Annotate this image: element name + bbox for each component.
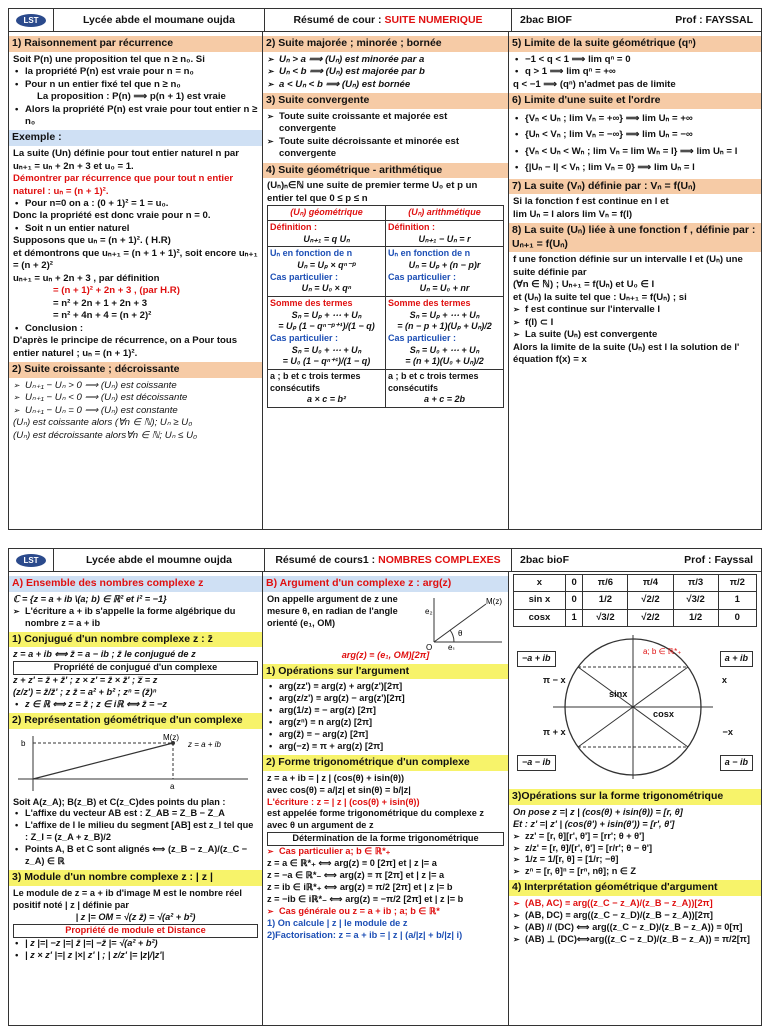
section-title: 2) Suite croissante ; décroissante: [9, 362, 262, 378]
table-row: [514, 575, 757, 592]
table-row: [514, 609, 757, 626]
cell-formula: a + c = 2b: [423, 394, 466, 405]
table-cell: π/2: [718, 575, 756, 592]
section-title: 6) Limite d'une suite et l'ordre: [509, 93, 761, 109]
prof-label: Prof : Fayssal: [684, 554, 753, 566]
table-cell: 1: [718, 592, 756, 609]
point-label: a + ib: [720, 651, 753, 667]
bullet: • arg(zⁿ) ≡ n arg(z) [2π]: [267, 717, 504, 729]
table-cell: π/6: [583, 575, 628, 592]
bullet: • Pour n=0 on a : (0 + 1)² = 1 = u₀.: [13, 198, 258, 210]
text-line: lim Uₙ = l alors lim Vₙ = f(l): [513, 208, 633, 220]
logo-badge: LST: [16, 14, 46, 27]
vector-om: [33, 743, 173, 779]
bullet: • | z |=| −z |=| z̄ |=| −z̄ |= √(a² + b²): [13, 938, 258, 950]
cell-formula: Uₙ = U₀ × qⁿ: [301, 283, 352, 294]
arrow-item: ➢ (AB, AC) ≡ arg((z_C − z_A)/(z_B − z_A))[2π]: [513, 898, 757, 910]
title-topic: SUITE NUMERIQUE: [384, 14, 483, 26]
ray-x: [633, 667, 688, 707]
bullet: • L'affixe de I le milieu du segment [AB] est z_I tel que : Z_I = (z_A + z_B)/2: [13, 820, 258, 844]
bullet: • Conclusion :: [13, 323, 258, 335]
column-1: [9, 32, 263, 529]
sheet-header: [9, 9, 761, 32]
cell-formula: = Uₚ (1 − qⁿ⁻ᵖ⁺¹)/(1 − q): [278, 321, 375, 332]
table-cell: cosx: [514, 609, 566, 626]
axis-label: cosx: [653, 709, 674, 720]
cell-label: Uₙ en fonction de n: [270, 248, 353, 259]
table-header: (Uₙ) arithmétique: [386, 206, 504, 221]
logo-badge: LST: [16, 554, 46, 567]
cell-label: Cas particulier :: [270, 333, 339, 344]
text-line: q < −1 ⟹ (qⁿ) n'admet pas de limite: [513, 78, 676, 90]
text-line: uₙ₊₁ = uₙ + 2n + 3 , par définition: [13, 272, 160, 284]
bullet: • arg(−z) ≡ π + arg(z) [2π]: [267, 741, 504, 753]
section-title: 3)Opérations sur la forme trigonométrique: [509, 789, 761, 805]
label-e1: e₁: [448, 642, 456, 650]
column-3: [509, 572, 761, 1025]
text-line: La proposition : P(n) ⟹ p(n + 1) est vraie: [37, 91, 226, 103]
cell-label: Définition :: [270, 221, 317, 232]
cell-formula: a × c = b²: [306, 394, 347, 405]
cell-label: a ; b et c trois termes consécutifs: [270, 371, 361, 393]
note-label: a; b ∈ ℝ*₊: [643, 647, 682, 657]
text-line: (Uₙ) est décroissante alors∀n ∈ ℕ; Uₙ ≤ U₀: [13, 429, 198, 441]
table-cell: 1/2: [583, 592, 628, 609]
section-title: 2) Représentation géométrique d'un complexe: [9, 713, 262, 729]
arrow-item: ➢ zz' = [r, θ][r', θ'] = [rr'; θ + θ']: [513, 831, 757, 843]
text-line: Donc la propriété est donc vraie pour n = 0.: [13, 210, 211, 222]
school-name: Lycée abde el moumane oujda: [54, 9, 265, 31]
section-title: 2) Forme trigonométrique d'un complexe: [263, 755, 508, 771]
class-prof: [512, 549, 761, 571]
school-name: Lycée abde el moumne oujda: [54, 549, 265, 571]
arrow-item: ➢ Uₙ₊₁ − Uₙ > 0 ⟹ (Uₙ) est coissante: [13, 380, 258, 392]
text-line: z = a + ib ⟺ z̄ = a − ib ; z̄ le conjugué de z: [13, 649, 196, 660]
argument-figure: [424, 594, 504, 650]
text-line: et (Uₙ) la suite tel que : Uₙ₊₁ = f(Uₙ) ; si: [513, 291, 687, 303]
formula-line: arg(z) ≡ (e₁, OM)[2π]: [341, 649, 430, 660]
cell-formula: = (n + 1)(U₀ + Uₙ)/2: [405, 356, 484, 367]
arrow-item: ➢ a < Uₙ < b ⟹ (Uₙ) est bornée: [267, 79, 504, 91]
arrow-item: ➢ Uₙ₊₁ − Uₙ = 0 ⟹ (Uₙ) est constante: [13, 405, 258, 417]
point-label: a − ib: [720, 755, 753, 771]
cell-label: Cas particulier :: [388, 271, 457, 282]
text-line: 2)Factorisation: z = a + ib = | z | (a/|z| + b/|z| i): [267, 929, 463, 940]
cell-label: Définition :: [388, 221, 435, 232]
table-cell: π/4: [628, 575, 673, 592]
table-row: [514, 592, 757, 609]
table-cell: √3/2: [583, 609, 628, 626]
ray-pi-plus-x: [578, 707, 633, 747]
title-prefix: Résumé de cour :: [293, 14, 382, 26]
point-label: −a − ib: [517, 755, 556, 771]
sheet-header: [9, 549, 761, 572]
school-logo: [9, 549, 54, 571]
section-title: 4) Interprétation géométrique d'argument: [509, 880, 761, 896]
text-line: z + z' = z̄ + z̄' ; z × z' = z̄ × z̄' ; z̿ = z: [13, 675, 158, 686]
table-cell: 0: [718, 609, 756, 626]
title-prefix: Résumé de cours1 :: [275, 554, 376, 566]
arrow-item: ➢ f est continue sur l'intervalle I: [513, 304, 757, 316]
bullet: • {Vₙ < Uₙ ; lim Vₙ = +∞} ⟹ lim Uₙ = +∞: [513, 113, 757, 125]
summary-sheet-sequences: [8, 8, 762, 530]
table-cell: π/3: [673, 575, 718, 592]
bullet: • {Vₙ < Uₙ < Wₙ ; lim Vₙ = lim Wₙ = l} ⟹ lim Uₙ = l: [513, 146, 757, 158]
section-title: B) Argument d'un complexe z : arg(z): [263, 576, 508, 592]
bullet: • Alors la propriété P(n) est vraie pour tout entier n ≥ n₀: [13, 104, 258, 129]
arrow-item: ➢ (AB, DC) ≡ arg((z_C − z_D)/(z_B − z_A))[2π]: [513, 910, 757, 922]
summary-sheet-complex-numbers: [8, 548, 762, 1026]
label-m: M(z): [486, 596, 502, 606]
table-cell: √2/2: [628, 609, 673, 626]
arrow-item: ➢ Uₙ > a ⟹ (Uₙ) est minorée par a: [267, 54, 504, 66]
text-line: et démontrons que uₙ₊₁ = (n + 1 + 1)², soit encore uₙ₊₁ = (n + 2)²: [13, 247, 258, 272]
point-label: −a + ib: [517, 651, 556, 667]
angle-label: π + x: [543, 727, 566, 738]
bullet: • | z × z' |=| z |×| z' | ; | z/z' |= |z|/|z'|: [13, 950, 258, 962]
text-line: La suite (Un) définie pour tout entier naturel n par uₙ₊₁ = uₙ + 2n + 3 et u₀ = 1.: [13, 148, 239, 172]
section-title: A) Ensemble des nombres complexe z: [9, 576, 262, 592]
text-line: Et : z' =| z' | (cos(θ') + isin(θ')) = [r', θ']: [513, 818, 675, 829]
arrow-item: ➢ Cas générale ou z = a + ib ; a; b ∈ ℝ*: [267, 906, 504, 918]
label-b: b: [21, 738, 26, 748]
bullet: • la propriété P(n) est vraie pour n = n₀: [13, 66, 258, 78]
column-2: [263, 572, 509, 1025]
angle-arc: [450, 630, 454, 642]
trig-circle-figure: [513, 627, 757, 787]
cell-formula: Uₙ = Uₚ + (n − p)r: [408, 259, 481, 270]
text-line: Si la fonction f est continue en l et: [513, 196, 669, 208]
cell-label: a ; b et c trois termes consécutifs: [388, 371, 479, 393]
text-line: z = −ib ∈ iℝ*₋ ⟺ arg(z) ≡ −π/2 [2π] et | z |= b: [267, 894, 464, 905]
bullet: • arg(zz') ≡ arg(z) + arg(z')[2π]: [267, 681, 504, 693]
text-line: = n² + 4n + 4 = (n + 2)²: [53, 310, 152, 322]
text-line: Le module de z = a + ib d'image M est le nombre réel positif noté | z | définie par: [13, 887, 242, 910]
text-line: est appelée forme trigonométrique du complexe z avec θ un argument de z: [267, 808, 484, 831]
cell-formula: = (n − p + 1)(Uₚ + Uₙ)/2: [397, 321, 492, 332]
cell-label: Somme des termes: [388, 297, 471, 308]
text-line: D'après le principe de récurrence, on a Pour tous entier naturel ; uₙ = (n + 1)².: [13, 335, 238, 359]
angle-label: −x: [722, 727, 733, 738]
sheet-title: [265, 9, 512, 31]
text-line: z = a + ib = | z | (cos(θ) + isin(θ)): [267, 772, 405, 783]
arrow-item: ➢ zⁿ = [r, θ]ⁿ = [rⁿ, nθ]; n ∈ Z: [513, 866, 757, 878]
arrow-item: ➢ L'écriture a + ib s'appelle la forme algébrique du nombre z = a + ib: [13, 606, 258, 630]
section-title: 5) Limite de la suite géométrique (qⁿ): [509, 36, 761, 52]
label-o: O: [426, 642, 433, 650]
text-line: avec cos(θ) = a/|z| et sin(θ) = b/|z|: [267, 784, 411, 795]
trig-values-table: [513, 574, 757, 627]
cell-formula: Sₙ = U₀ + ⋯ + Uₙ: [409, 344, 480, 355]
text-line: (Uₙ)ₙ∈ℕ une suite de premier terme U₀ et p un entier tel que 0 ≤ p ≤ n: [267, 180, 478, 204]
label-theta: θ: [458, 628, 463, 638]
text-line: Soit A(z_A); B(z_B) et C(z_C)des points du plan :: [13, 796, 226, 807]
arrow-item: ➢ (AB) ⊥ (DC)⟺arg((z_C − z_D)/(z_B − z_A)) ≡ π/2[π]: [513, 934, 757, 946]
arrow-item: ➢ f(I) ⊂ I: [513, 317, 757, 329]
complex-plane-figure: [13, 731, 253, 793]
cell-formula: Sₙ = U₀ + ⋯ + Uₙ: [291, 344, 362, 355]
argument-block: [267, 594, 504, 650]
arrow-item: ➢ z/z' = [r, θ]/[r', θ'] = [r/r'; θ − θ']: [513, 843, 757, 855]
text-line: z = a ∈ ℝ*₊ ⟺ arg(z) ≡ 0 [2π] et | z |= a: [267, 858, 437, 869]
class-label: 2bac bioF: [520, 554, 570, 566]
table-cell: √2/2: [628, 592, 673, 609]
label-z: z = a + ib: [188, 739, 221, 749]
table-cell: 1: [565, 609, 582, 626]
table-cell: 1/2: [673, 609, 718, 626]
arrow-item: ➢ Toute suite croissante et majorée est convergente: [267, 111, 504, 136]
cell-formula: Sₙ = Uₚ + ⋯ + Uₙ: [291, 309, 362, 320]
cell-formula: Uₙ = Uₚ × qⁿ⁻ᵖ: [297, 259, 356, 270]
sheet-title: [265, 549, 512, 571]
cell-label: Cas particulier :: [388, 333, 457, 344]
class-label: 2bac BIOF: [520, 14, 572, 26]
label-m: M(z): [163, 732, 179, 742]
cell-label: Cas particulier :: [270, 271, 339, 282]
cell-formula: Sₙ = Uₚ + ⋯ + Uₙ: [409, 309, 480, 320]
bullet: • arg(z/z') ≡ arg(z) − arg(z')[2π]: [267, 693, 504, 705]
section-title: 4) Suite géométrique - arithmétique: [263, 163, 508, 179]
section-title: 1) Raisonnement par récurrence: [9, 36, 262, 52]
table-cell: x: [514, 575, 566, 592]
table-cell: sin x: [514, 592, 566, 609]
text-line: L'écriture : z = | z | (cos(θ) + isin(θ)): [267, 796, 420, 807]
cell-formula: Uₙ₊₁ − Uₙ = r: [418, 233, 471, 244]
label-a: a: [170, 781, 175, 791]
axis-label: sinx: [609, 689, 628, 700]
text-line: = n² + 2n + 1 + 2n + 3: [53, 297, 148, 309]
bullet: • arg(z̄) ≡ − arg(z) [2π]: [267, 729, 504, 741]
table-cell: 0: [565, 575, 582, 592]
arrow-item: ➢ 1/z = 1/[r, θ] = [1/r; −θ]: [513, 854, 757, 866]
bullet: • Points A, B et C sont alignés ⟺ (z_B − z_A)/(z_C − z_A) ∈ ℝ: [13, 844, 258, 868]
bullet: • Soit n un entier naturel: [13, 223, 258, 235]
cell-formula: Uₙ₊₁ = q Uₙ: [303, 233, 350, 244]
arrow-item: ➢ Cas particulier a; b ∈ ℝ*₊: [267, 846, 504, 858]
label-e2: e₂: [425, 606, 433, 616]
text-line: Soit P(n) une proposition tel que n ≥ n₀. Si: [13, 53, 205, 65]
table-cell: √3/2: [673, 592, 718, 609]
bullet: • L'affixe du vecteur AB est : Z_AB = Z_B − Z_A: [13, 808, 258, 820]
text-line: = (n + 1)² + 2n + 3 , (par H.R): [53, 285, 180, 297]
section-title: 7) La suite (Vₙ) définie par : Vₙ = f(Uₙ): [509, 179, 761, 195]
text-line: z = −a ∈ ℝ*₋ ⟺ arg(z) ≡ π [2π] et | z |= a: [267, 870, 445, 881]
bullet: • {Uₙ < Vₙ ; lim Vₙ = −∞} ⟹ lim Uₙ = −∞: [513, 129, 757, 141]
section-title: 8) La suite (Uₙ) liée à une fonction f , définie par : Uₙ₊₁ = f(Uₙ): [509, 223, 761, 252]
cell-formula: Uₙ = U₀ + nr: [419, 283, 470, 294]
example-title: Exemple :: [9, 130, 262, 146]
text-line: Alors la limite de la suite (Uₙ) est l la solution de l' équation f(x) = x: [513, 341, 740, 366]
text-line: On pose z =| z | (cos(θ) + isin(θ)) = [r, θ]: [513, 806, 683, 817]
bullet: • Pour n un entier fixé tel que n ≥ n₀: [13, 79, 258, 91]
section-title: 3) Module d'un nombre complexe z : | z |: [9, 870, 262, 886]
sequence-table: [267, 205, 504, 408]
class-prof: [512, 9, 761, 31]
text-line: (Uₙ) est coissante alors (∀n ∈ ℕ); Uₙ ≥ U₀: [13, 417, 193, 429]
bullet: • −1 < q < 1 ⟹ lim qⁿ = 0: [513, 54, 757, 66]
property-title: Propriété de module et Distance: [13, 924, 258, 938]
text-line: f une fonction définie sur un intervalle I et (Uₙ) une suite définie par: [513, 254, 743, 278]
cell-label: Somme des termes: [270, 297, 353, 308]
property-title: Propriété de conjugué d'un complexe: [13, 661, 258, 675]
text-line: Démontrer par récurrence que pour tout n entier naturel : uₙ = (n + 1)².: [13, 173, 234, 197]
title-topic: NOMBRES COMPLEXES: [378, 554, 501, 566]
prof-label: Prof : FAYSSAL: [675, 14, 753, 26]
section-title: 2) Suite majorée ; minorée ; bornée: [263, 36, 508, 52]
ray-pi-minus-x: [578, 667, 633, 707]
angle-label: π − x: [543, 675, 566, 686]
bullet: • q > 1 ⟹ lim qⁿ = +∞: [513, 66, 757, 78]
cell-label: Uₙ en fonction de n: [388, 248, 471, 259]
text-line: (∀n ∈ ℕ) ; Uₙ₊₁ = f(Uₙ) et U₀ ∈ I: [513, 279, 655, 291]
cell-formula: = U₀ (1 − qⁿ⁺¹)/(1 − q): [282, 356, 371, 367]
bullet: • arg(1/z) ≡ − arg(z) [2π]: [267, 705, 504, 717]
column-3: [509, 32, 761, 529]
section-title: 1) Opérations sur l'argument: [263, 664, 508, 680]
text-line: On appelle argument de z une mesure θ, en radian de l'angle orienté (e₁, OM): [267, 593, 398, 628]
bullet: • {|Uₙ − l| < Vₙ ; lim Vₙ = 0} ⟹ lim Uₙ = l: [513, 162, 757, 174]
table-header: (Uₙ) géométrique: [268, 206, 386, 221]
text-line: Supposons que uₙ = (n + 1)². ( H.R): [13, 235, 171, 247]
arrow-item: ➢ (AB) // (DC) ⟺ arg((z_C − z_D)/(z_B − z_A)) ≡ 0[π]: [513, 922, 757, 934]
arrow-item: ➢ Toute suite décroissante et minorée est convergente: [267, 136, 504, 161]
arrow-item: ➢ Uₙ₊₁ − Uₙ < 0 ⟹ (Uₙ) est décoissante: [13, 392, 258, 404]
bullet: • z ∈ ℝ ⟺ z = z̄ ; z ∈ iℝ ⟺ z̄ = −z: [13, 699, 258, 711]
school-logo: [9, 9, 54, 31]
arrow-item: ➢ Uₙ < b ⟹ (Uₙ) est majorée par b: [267, 66, 504, 78]
formula-line: | z |= OM = √(z z̄) = √(a² + b²): [75, 911, 196, 922]
table-cell: 0: [565, 592, 582, 609]
text-line: ℂ = {z = a + ib \(a; b) ∈ ℝ² et i² = −1}: [13, 593, 167, 604]
text-line: (z/z') = z̄/z̄' ; z z̄ = a² + b² ; zⁿ = (z̄)ⁿ: [13, 687, 157, 697]
section-title: 1) Conjugué d'un nombre complexe z : z̄: [9, 632, 262, 648]
column-2: [263, 32, 509, 529]
section-title: 3) Suite convergente: [263, 93, 508, 109]
text-line: z = ib ∈ iℝ*₊ ⟺ arg(z) ≡ π/2 [2π] et | z |= b: [267, 882, 453, 893]
text-line: 1) On calcule | z | le module de z: [267, 918, 408, 929]
angle-label: x: [721, 675, 727, 686]
column-1: [9, 572, 263, 1025]
subsection-title: Détermination de la forme trigonométrique: [267, 832, 504, 846]
arrow-item: ➢ La suite (Uₙ) est convergente: [513, 329, 757, 341]
